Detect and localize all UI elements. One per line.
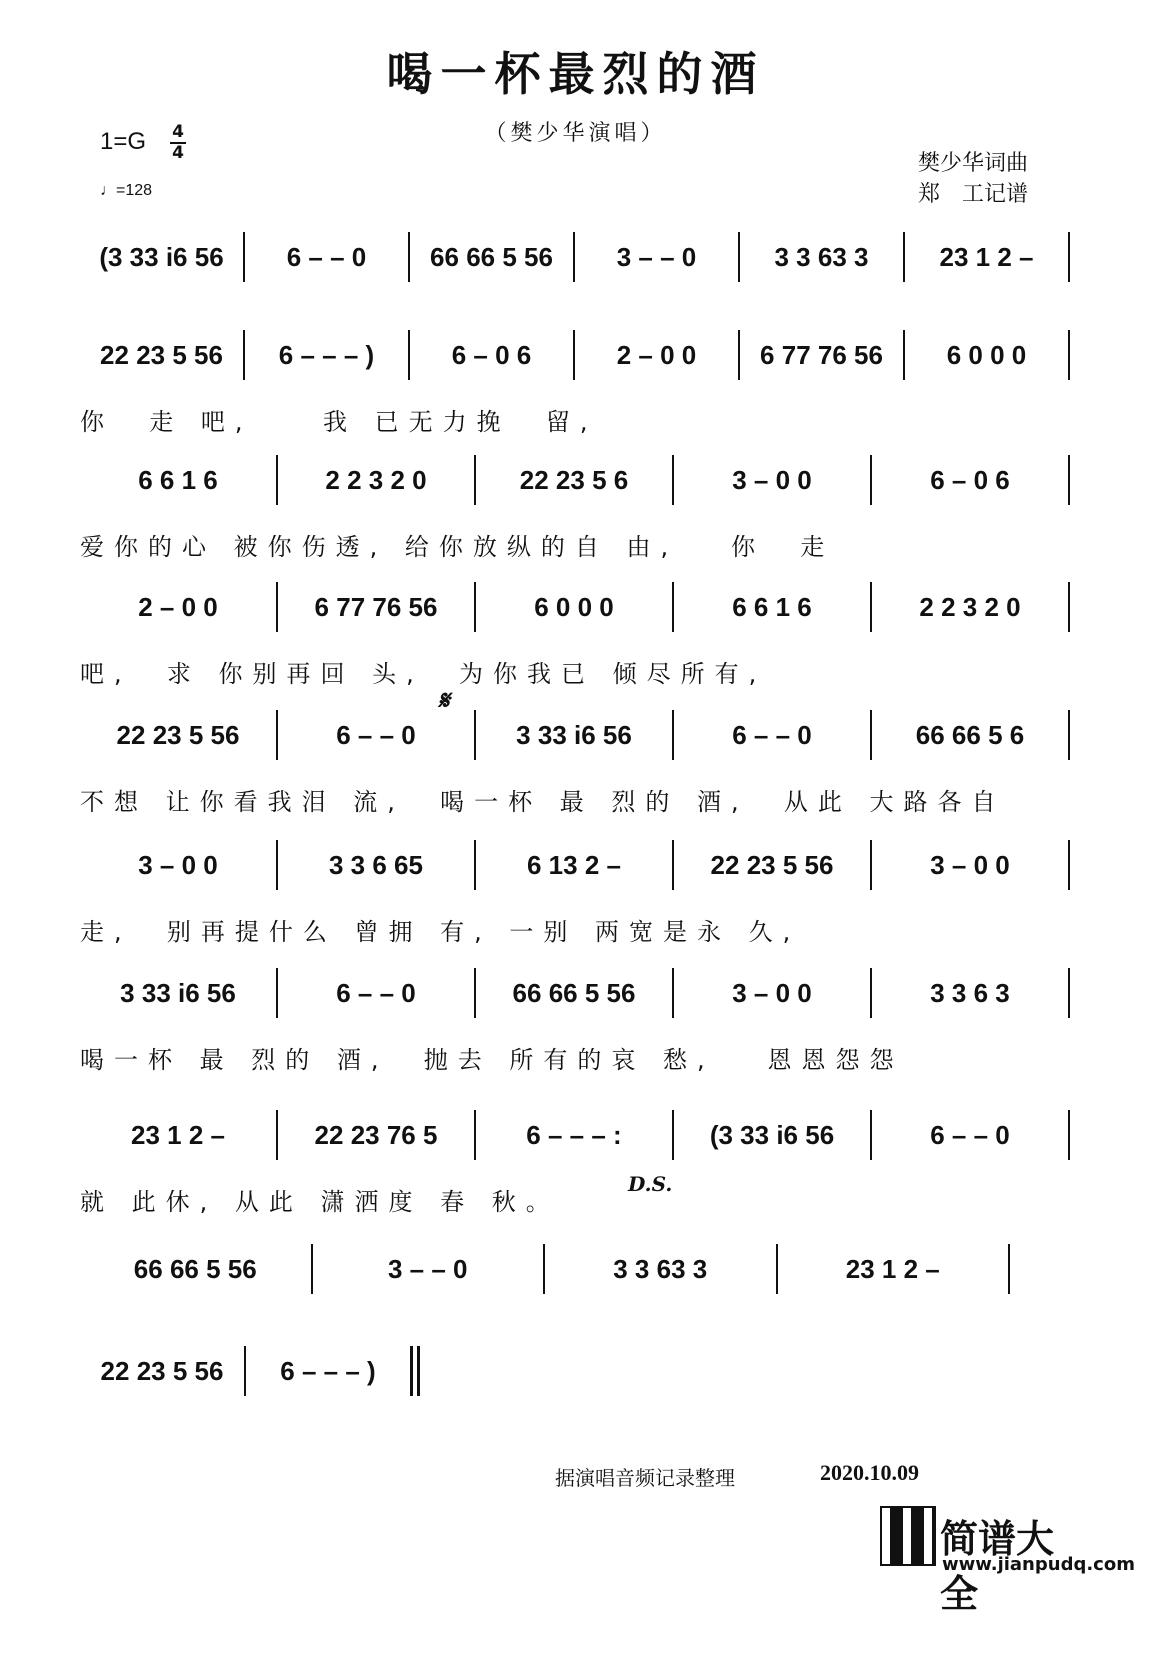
notes-line (80, 710, 1070, 760)
barline (1068, 582, 1070, 632)
notes-line (80, 582, 1070, 632)
measure: 3 3 63 3 (613, 1253, 708, 1284)
measure: 6 – – 0 (286, 241, 367, 272)
measure: 6 6 1 6 (138, 464, 218, 495)
measure: 2 – 0 0 (138, 591, 218, 622)
lyrics-line (80, 1418, 1070, 1448)
measure: 6 – – 0 (930, 1119, 1010, 1150)
measure: 66 66 5 56 (430, 241, 553, 272)
score-system (80, 455, 1070, 561)
barline (1068, 232, 1070, 282)
logo-name: 简谱大全 (940, 1517, 1055, 1616)
notes-line (80, 330, 1070, 380)
measure: 3 33 i6 56 (516, 719, 632, 750)
measure: 22 23 5 56 (116, 719, 240, 750)
barline (1068, 710, 1070, 760)
measure: 3 – 0 0 (138, 849, 218, 880)
measure: 6 – – 0 (336, 719, 416, 750)
measure: 6 – 0 6 (930, 464, 1010, 495)
measure: 2 2 3 2 0 (325, 464, 427, 495)
lyricist-credit: 樊少华词曲 (918, 151, 1029, 176)
score-system (80, 968, 1070, 1074)
time-signature (170, 124, 186, 162)
score-system (80, 1244, 1070, 1346)
segno-sign: 𝄋 (438, 686, 450, 716)
measure: 6 0 0 0 (534, 591, 614, 622)
measure: 3 3 6 65 (329, 849, 423, 880)
time-signature-bottom: 4 (172, 143, 184, 163)
lyrics-line: 爱你的心 被你伤透, 给你放纵的自 由, 你 走 (80, 533, 835, 561)
measure: 66 66 5 6 (915, 719, 1025, 750)
measure: 6 77 76 56 (760, 339, 883, 370)
notes-line (80, 840, 1070, 890)
lyrics-line: 走, 别再提什么 曾拥 有, 一别 两宽是永 久, (80, 918, 801, 946)
logo-url: www.jianpudq.com (942, 1554, 1135, 1575)
score-system (80, 1346, 1070, 1448)
notes-line (80, 968, 1070, 1018)
lyrics-line: 吧, 求 你别再回 头, 为你我已 倾尽所有, (80, 660, 767, 688)
barline (1068, 840, 1070, 890)
measure: 22 23 5 56 (710, 849, 834, 880)
measure: 23 1 2 – (131, 1119, 225, 1150)
measure: 23 1 2 – (845, 1253, 940, 1284)
measure: 6 – 0 6 (451, 339, 532, 370)
barline (1068, 968, 1070, 1018)
score-system (80, 330, 1070, 436)
measure: (3 33 i6 56 (709, 1119, 835, 1150)
measure: 6 – – – : (526, 1119, 622, 1150)
song-title: 喝一杯最烈的酒 (386, 47, 765, 101)
footer-note: 据演唱音频记录整理 (555, 1466, 735, 1490)
lyrics-line (80, 1316, 1070, 1346)
barline (1068, 455, 1070, 505)
tempo-mark: ♩=128 (100, 182, 153, 199)
score-system (80, 840, 1070, 946)
time-signature-top: 4 (172, 122, 184, 142)
measure: 6 – – 0 (336, 977, 416, 1008)
measure: 22 23 76 5 (314, 1119, 438, 1150)
measure: 3 3 63 3 (774, 241, 869, 272)
score-system (80, 232, 1070, 334)
measure: 3 – 0 0 (930, 849, 1010, 880)
measure: 22 23 5 56 (100, 339, 223, 370)
measure: 3 – 0 0 (732, 977, 812, 1008)
score-system (80, 582, 1070, 688)
score-system (80, 1110, 1070, 1216)
credits (918, 148, 1028, 210)
measure: 3 33 i6 56 (120, 977, 236, 1008)
measure: 6 – – – ) (280, 1355, 376, 1386)
footer-date: 2020.10.09 (820, 1460, 919, 1485)
measure: 23 1 2 – (939, 241, 1034, 272)
measure: 22 23 5 6 (519, 464, 629, 495)
measure: 6 – – – ) (278, 339, 375, 370)
measure: 3 3 6 3 (930, 977, 1010, 1008)
measure: 2 – 0 0 (616, 339, 697, 370)
notes-line (80, 455, 1070, 505)
transcriber-credit: 郑 工记谱 (918, 182, 1029, 207)
notes-line (80, 232, 1070, 282)
measure: (3 33 i6 56 (99, 241, 224, 272)
measure: 6 77 76 56 (314, 591, 438, 622)
measure: 3 – 0 0 (732, 464, 812, 495)
measure: 22 23 5 56 (100, 1355, 224, 1386)
score-system (80, 710, 1070, 816)
barline (1068, 1110, 1070, 1160)
singer-credit: （樊少华演唱） (484, 121, 667, 146)
lyrics-line: 你 走 吧, 我 已无力挽 留, (80, 408, 598, 436)
final-barline (410, 1346, 420, 1396)
barline (1008, 1244, 1010, 1294)
site-logo (880, 1506, 1135, 1656)
ds-mark: D.S. (628, 1172, 673, 1196)
notes-line (80, 1346, 420, 1396)
lyrics-line: 不想 让你看我泪 流, 喝一杯 最 烈的 酒, 从此 大路各自 (80, 788, 1006, 816)
measure: 3 – – 0 (387, 1253, 468, 1284)
lyrics-line: 喝一杯 最 烈的 酒, 抛去 所有的哀 愁, 恩恩怨怨 (80, 1046, 904, 1074)
measure: 6 13 2 – (527, 849, 621, 880)
measure: 3 – – 0 (616, 241, 697, 272)
measure: 6 6 1 6 (732, 591, 812, 622)
measure: 66 66 5 56 (133, 1253, 257, 1284)
notes-line (80, 1110, 1070, 1160)
measure: 6 0 0 0 (946, 339, 1027, 370)
lyrics-line: 就 此休, 从此 潇洒度 春 秋。 (80, 1188, 560, 1216)
piano-keys-icon (880, 1506, 936, 1566)
measure: 66 66 5 56 (512, 977, 636, 1008)
barline (1068, 330, 1070, 380)
notes-line (80, 1244, 1010, 1294)
key-signature: 1=G (100, 128, 147, 155)
measure: 6 – – 0 (732, 719, 812, 750)
measure: 2 2 3 2 0 (919, 591, 1021, 622)
